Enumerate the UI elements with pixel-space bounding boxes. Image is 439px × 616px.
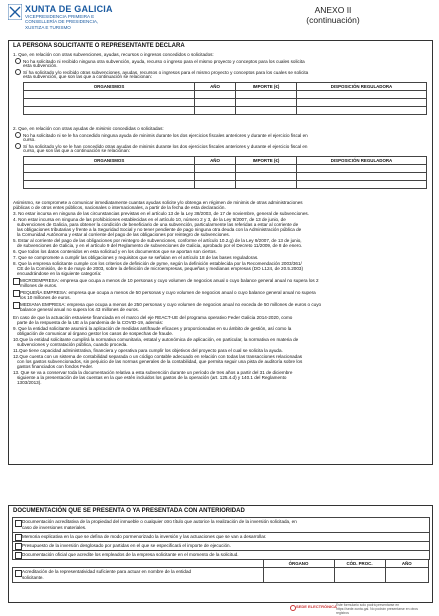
col-header-regulation: DISPOSICIÓN REGULADORA [297,157,427,165]
question-2 [13,126,164,131]
item-line: 12.Que cuenta con un sistema de contabilidad separada o un código contable adecuado en relación con todas las transacciones relacionadas [13,354,303,359]
item-line: obligación de comunicar al órgano gestor los casos de sospechas de fraude. [17,331,174,336]
item-line: 9. Que la entidad solicitante asumirá la aplicación de medidas antifraude eficaces y proporcionadas en su ámbito de gestión, así como la [13,326,292,331]
doc-checkbox[interactable] [15,520,22,527]
option-text: No ha solicitado ni recibido ninguna otra subvención, ayuda, recurso o ingreso para el mismo proyecto y conceptos para los cuales solicita [23,59,305,64]
table-row[interactable] [24,173,427,181]
question-1: 1. Que, en relación con otras subvenciones, ayudas, recursos o ingresos concedidos o solicitados: [13,52,214,57]
doc-text: Memoria explicativa en la que se defina de modo pormenorizado la inversión y las actuaciones que se van a desarrollar. [22,534,267,539]
option-text: No ha solicitado ni se le ha concedido ninguna ayuda de minimis durante los dos ejercicios fiscales anteriores y durante el ejercicio fiscal en [23,133,308,138]
item-line: 13. Que se va a conservar toda la documentación relativa a esta subvención durante un período de tres años a partir del 31 de diciembre [13,370,293,375]
item-line: siguiente a la presentación de las cuentas en la que estén incluidos los gastos de la operación (art. 125.4.d) y 140.1 del Reglamento [17,375,287,380]
small-company-text: los 10 millones de euros. [20,295,71,300]
annex-title: ANEXO II [314,5,352,15]
table-row[interactable] [24,99,427,107]
doc-checkbox[interactable] [15,570,22,577]
medium-company-checkbox[interactable] [13,302,20,309]
micro-text: MICROEMPRESA: empresa que ocupa a menos de 10 personas y cuyo volumen de negocios anual o cuyo balance general anual no supera los 2 [20,278,319,283]
annex-heading [288,6,378,25]
radio-button[interactable] [15,58,21,64]
q2-option-no[interactable] [15,132,308,138]
q2-em: minimis [95,126,112,131]
footer-label: SEDE ELECTRÓNICA [296,604,337,609]
item-line: 4. Non estar incursa en ninguna de las prohibiciones establecidas en el artículo 10, número 2 y 3, de la Ley 9/2007, de 13 de junio, de [13,217,286,222]
option-text-cont: curso. [23,137,36,142]
doc-text: Documentación acreditativa de la propiedad del inmueble o cualquier otro título que autorice la realización de la inversión solicitada, en [22,519,297,524]
radio-button[interactable] [15,69,21,75]
item-line: de subvenciones de Galicia, y en el artículo 9 del Reglamento de subvenciones de Galicia, aprobado por el Decreto 11/2009, de 8 de enero. [17,243,303,248]
q2-suffix: concedidas o solicitadas: [111,126,164,131]
item-line: parte de la respuesta de la UE a la pandemia de la COVID-19, además: [17,320,164,325]
col-header-organisms: ORGANISMOS [24,83,195,91]
item-line: la Comunidad Autónoma y estar al corriente del pago de las obligaciones por reintegro de subvenciones. [17,232,230,237]
brand-name: XUNTA DE GALICIA [25,4,113,14]
annex-subtitle: (continuación) [306,14,360,25]
item-line: 5. Estar al corriente del pago de las obligaciones por reintegro de subvenciones, conforme el artículo 10.2.g) de la Ley 9/2007, de 13 de junio, [13,238,302,243]
item-line: 10.Que la entidad solicitante cumplirá la normativa comunitaria, estatal y autonómica de aplicación, en particular, la normativa en materia de [13,337,299,342]
item-line: CE de la Comisión, de 6 de mayo de 2003, sobre la definición de microempresas, pequeñas y medianas empresas (DO L124, de 20.5.2003) [17,266,303,271]
small-company-checkbox[interactable] [13,290,20,297]
medium-company-text: MEDIANA EMPRESA: empresa que ocupa a menos de 250 personas y cuyo volumen de negocios anual no exceda de 50 millones de euros o cuyo [20,302,322,307]
q2-prefix: 2. Que, en relación con otras ayudas de [13,126,96,131]
table-row[interactable] [13,568,429,583]
micro-text: millones de euros. [20,283,58,288]
section-title: LA PERSONA SOLICITANTE O REPRESENTANTE DECLARA [13,43,185,49]
option-text-cont: curso, que son las que a continuación se relacionan: [23,148,131,153]
table-row[interactable] [24,181,427,189]
table-row[interactable] [24,91,427,99]
table-row[interactable] [24,107,427,115]
minimis-table [23,156,427,189]
item-line: las obligaciones tributarias y frente a la Seguridad Social y no tener pendiente de pago ninguna otra deuda con la Administración pública de [17,227,302,232]
other-aid-table [23,82,427,115]
documentation-section [8,505,433,603]
section-title: DOCUMENTACIÓN QUE SE PRESENTA O YA PRESENTADA CON ANTERIORIDAD [13,508,245,514]
item-line: 11.Que tiene capacidad administrativa, financiera y operativa para cumplir los objetivos del proyecto para el cual se solicita la ayuda. [13,348,283,353]
department [25,14,135,30]
option-text: Sí ha solicitado y/o se le han concedido otras ayudas de minimis durante los dos ejercicios fiscales anteriores y durante el ejercicio fiscal en [23,144,308,149]
col-header-organ: ÓRGANO [263,560,334,568]
table-row[interactable] [24,165,427,173]
doc-checkbox[interactable] [15,552,22,559]
item-line: con los gastos subvencionados, sin perjuicio de las normas generales de la contabilidad, que permita seguir una pista de auditoría sobre los [17,359,303,364]
representation-table [12,559,429,583]
doc-row[interactable] [12,517,430,533]
footer-text: Este formulario solo podrá presentarse en https://sede.xunta.gal. No podrán presentarse en otros registros [336,603,418,615]
commitment-text: públicas o de otros entes públicos, nacionales o internacionales, a partir de la fecha de esta declaración. [13,205,226,210]
item-line: subvenciones de Galicia, para obtener la condición de beneficiario de una subvención, particularmente las referidas a estar al corriente de [17,222,299,227]
option-text-cont: esta subvención. [23,63,58,68]
radio-button[interactable] [15,132,21,138]
doc-checkbox[interactable] [15,543,22,550]
col-header-amount: IMPORTE (€) [236,83,297,91]
option-text: Sí ha solicitado y/o recibido otras subvenciones, ayudas, recursos o ingresos para el mismo proyecto y conceptos para los cuales se solicita [23,70,309,75]
item-line: encuadrándose en la siguiente categoría: [17,271,102,276]
medium-company-text: balance general anual no supera los 43 millones de euros. [20,307,140,312]
doc-text: Presupuesto de la inversión desglosado por partidas en el que se especificará el importe de ejecución. [22,543,231,548]
doc-text: Acreditación de la representatividad suficiente para actuar en nombre de la entidad [22,569,192,574]
header [8,4,433,38]
small-company-text: PEQUEÑA EMPRESA: empresa que ocupa a menos de 50 personas y cuyo volumen de negocios anual o cuyo balance general anual no supera [20,290,316,295]
item-line: 6. Que todos los datos contenidos en esta solicitud y en los documentos que se aportan son ciertos. [13,249,217,254]
col-header-year: AÑO [195,157,236,165]
xunta-logo-icon [8,4,22,20]
item-line: 3. No estar incursa en ninguna de las circunstancias previstas en el artículo 13 de la Ley 38/2003, de 17 de noviembre, general de subvenciones. [13,211,309,216]
doc-text: caso de inversiones materiales. [22,525,87,530]
col-header-year: AÑO [385,560,429,568]
q1-option-no[interactable] [15,58,305,64]
item-line: 8. Que la empresa solicitante cumple con los criterios de definición de pyme, según la definición establecida por la Recomendación 2003/361/ [13,261,302,266]
option-text-cont: esta subvención, que son las que a continuación se relacionan: [23,74,152,79]
item-line: 7. Que se compromete a cumplir las obligaciones y requisitos que se señalan en el artículo 18 de las bases reguladoras. [13,255,259,260]
micro-checkbox[interactable] [13,278,20,285]
department-line: XUSTIZA E TURISMO [25,24,71,30]
col-header-regulation: DISPOSICIÓN REGULADORA [297,83,427,91]
col-header-year: AÑO [195,83,236,91]
col-header-proc-code: CÓD. PROC. [334,560,385,568]
department-line: CONSELLERÍA DE PRESIDENCIA, [25,19,99,25]
col-header-amount: IMPORTE (€) [236,157,297,165]
doc-checkbox[interactable] [15,534,22,541]
item-line: gastos financiados con fondos Feder. [17,364,94,369]
footer [8,604,431,614]
col-header-organisms: ORGANISMOS [24,157,195,165]
commitment-text: Asimismo, se compromete a comunicar inmediatamente cuantas ayudas solicite y/o obtenga en régimen de minimis de otras administraciones [13,200,303,205]
item-line: 1303/2013). [17,380,42,385]
doc-text: solicitante. [22,575,44,580]
item-line: subvenciones y contratación pública, cuando proceda. [17,342,128,347]
declaration-section [8,40,433,465]
item-line: En caso de que la actuación estuviese financiada en el marco del eje REACT-UE del programa operativo Feder Galicia 2014-2020, como [13,315,293,320]
department-line: VICEPRESIDENCIA PRIMEIRA E [25,14,95,19]
radio-button[interactable] [15,143,21,149]
doc-text: Documentación oficial que acredite los empleados de la empresa solicitante en el momento de la solicitud. [22,552,239,557]
